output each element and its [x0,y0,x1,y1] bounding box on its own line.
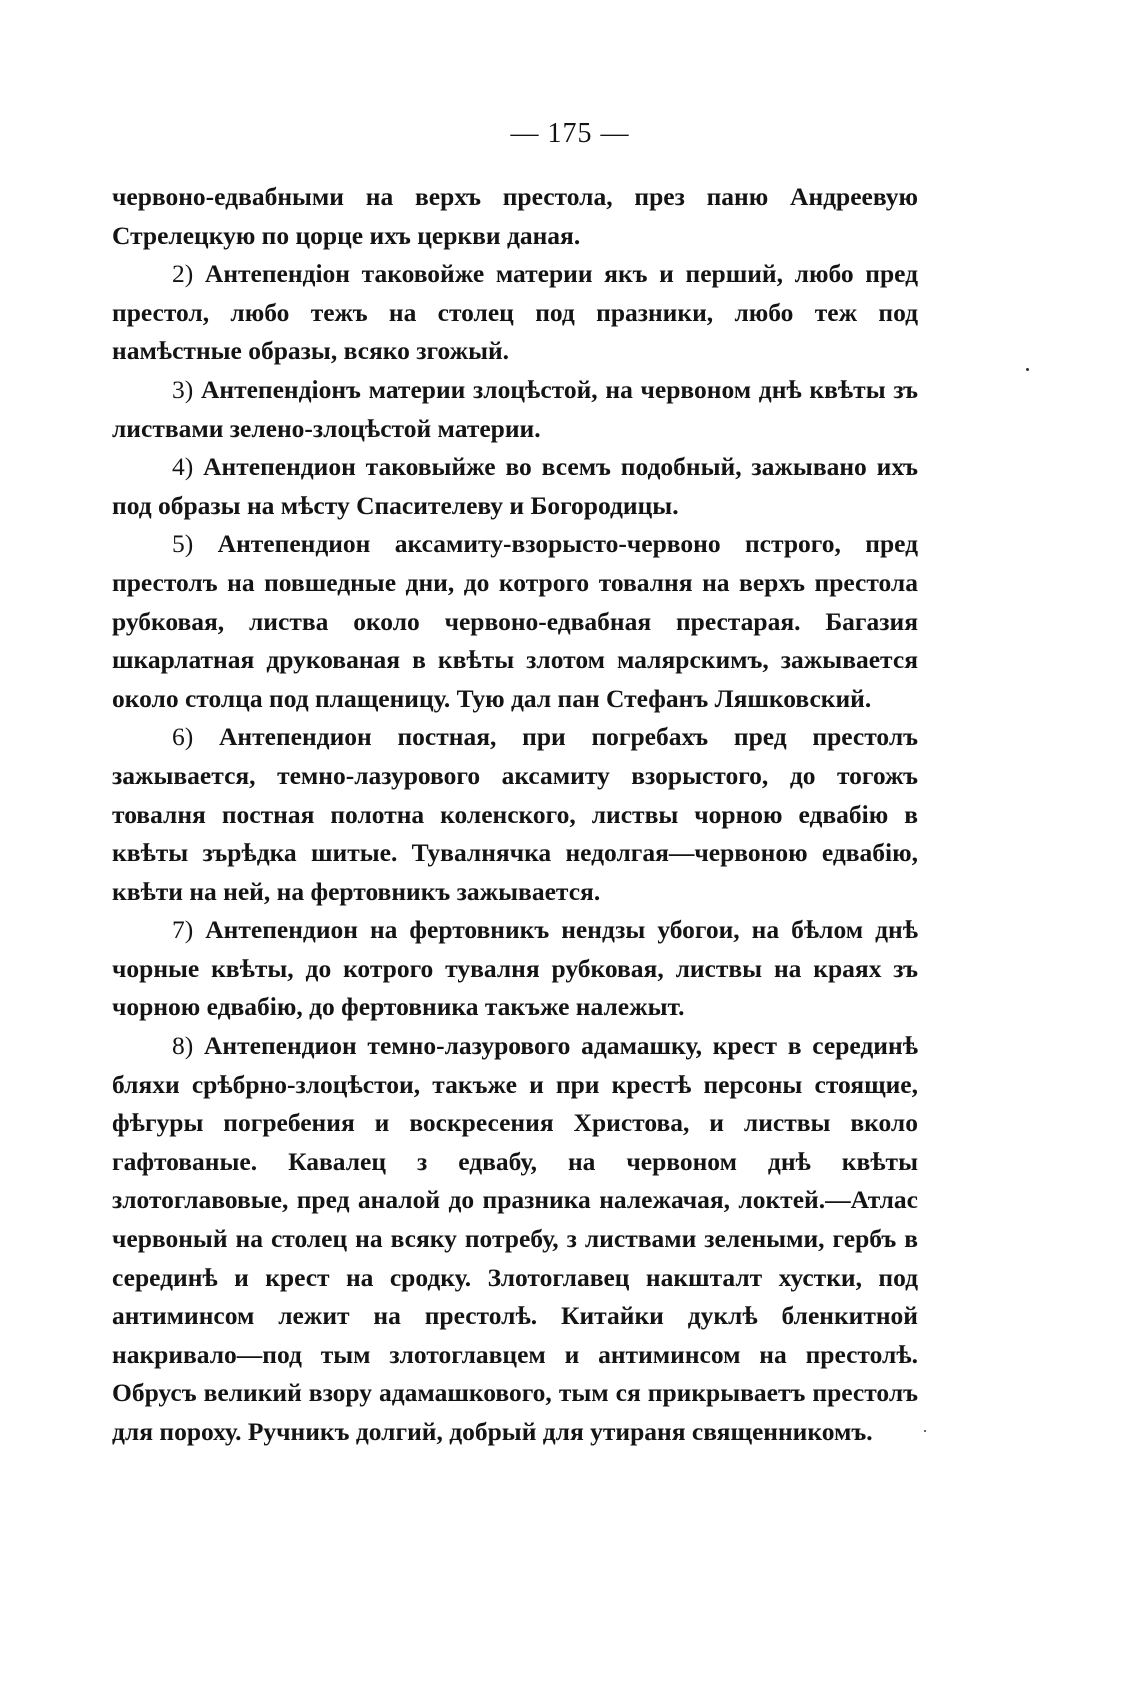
paragraph-4-number: 4) [172,452,194,482]
paragraph-5-text: Антепендион аксамиту-взорысто-червоно пстрого, пред престолъ на повшедные дни, до котрого товалня на верхъ престола рубковая, листва около червоно-едвабная престарая. Багазия шкарлатная друкованая в квѣты злотом малярскимъ, зажывается около столца под плащеницу. Тую дал пан Стефанъ Ляшковский. [112,529,919,713]
paragraph-2 [112,255,918,371]
scan-speck [1026,368,1029,371]
page-number: — 175 — [510,118,630,149]
paragraph-5-number: 5) [172,529,194,559]
paragraph-3-number: 3) [172,374,194,404]
paragraph-3 [112,371,918,448]
paragraph-7-text: Антепендион на фертовникъ нендзы убогои, на бѣлом днѣ чорные квѣты, до котрого тувалня рубковая, листвы на краях зъ чорною едвабію, до фертовника такъже належыт. [112,915,919,1022]
paragraph-6-text: Антепендион постная, при погребахъ пред престолъ зажывается, темно-лазурового аксамиту взорыстого, до тогожъ товалня постная полотна коленского, листвы чорною едвабію в квѣты зърѣдка шитые. Тувалнячка недолгая—червоною едвабію, квѣти на ней, на фертовникъ зажывается. [112,722,918,906]
paragraph-7 [112,911,918,1027]
paragraph-1 [112,178,918,255]
paragraph-4 [112,448,918,525]
paragraph-6-number: 6) [172,722,194,752]
paragraph-6 [112,718,918,911]
paragraph-8 [112,1027,918,1452]
paragraph-3-text: Антепендіонъ материи злоцѣстой, на червоном днѣ квѣты зъ листвами зелено-злоцѣстой материи. [112,374,918,443]
body-text [112,178,918,1452]
paragraph-4-text: Антепендион таковыйже во всемъ подобный, зажывано ихъ под образы на мѣсту Спасителеву и Богородицы. [112,452,919,520]
scan-speck [924,1430,926,1432]
paragraph-1-text: червоно-едвабными на верхъ престола, през паню Андреевую Стрелецкую по цорце ихъ церкви даная. [112,182,918,250]
paragraph-5 [112,525,918,718]
paragraph-8-text: Антепендион темно-лазурового адамашку, крест в серединѣ бляхи срѣбрно-злоцѣстои, такъже и при крестѣ персоны стоящие, фѣгуры погребения и воскресения Христова, и листвы вколо гафтованые. Кавалец з едвабу, на червоном днѣ квѣты злотоглавовые, пред аналой до празника належачая, локтей.—Атлас червоный на столец на всяку потребу, з листвами зелеными, гербъ в серединѣ и крест на сродку. Злотоглавец накшталт хустки, под антиминсом лежит на престолѣ. Китайки дуклѣ бленкитной накривало—под тым злотоглавцем и антиминсом на престолѣ. Обрусъ великий взору адамашкового, тым ся прикрываетъ престолъ для пороху. Ручникъ долгий, добрый для утираня священникомъ. [112,1031,918,1446]
paragraph-2-number: 2) [172,259,194,289]
paragraph-8-number: 8) [172,1031,194,1061]
paragraph-2-text: Антепендіон таковойже материи якъ и перший, любо пред престол, любо тежъ на столец под празники, любо теж под намѣстные образы, всяко згожый. [112,259,919,366]
paragraph-7-number: 7) [172,915,194,945]
